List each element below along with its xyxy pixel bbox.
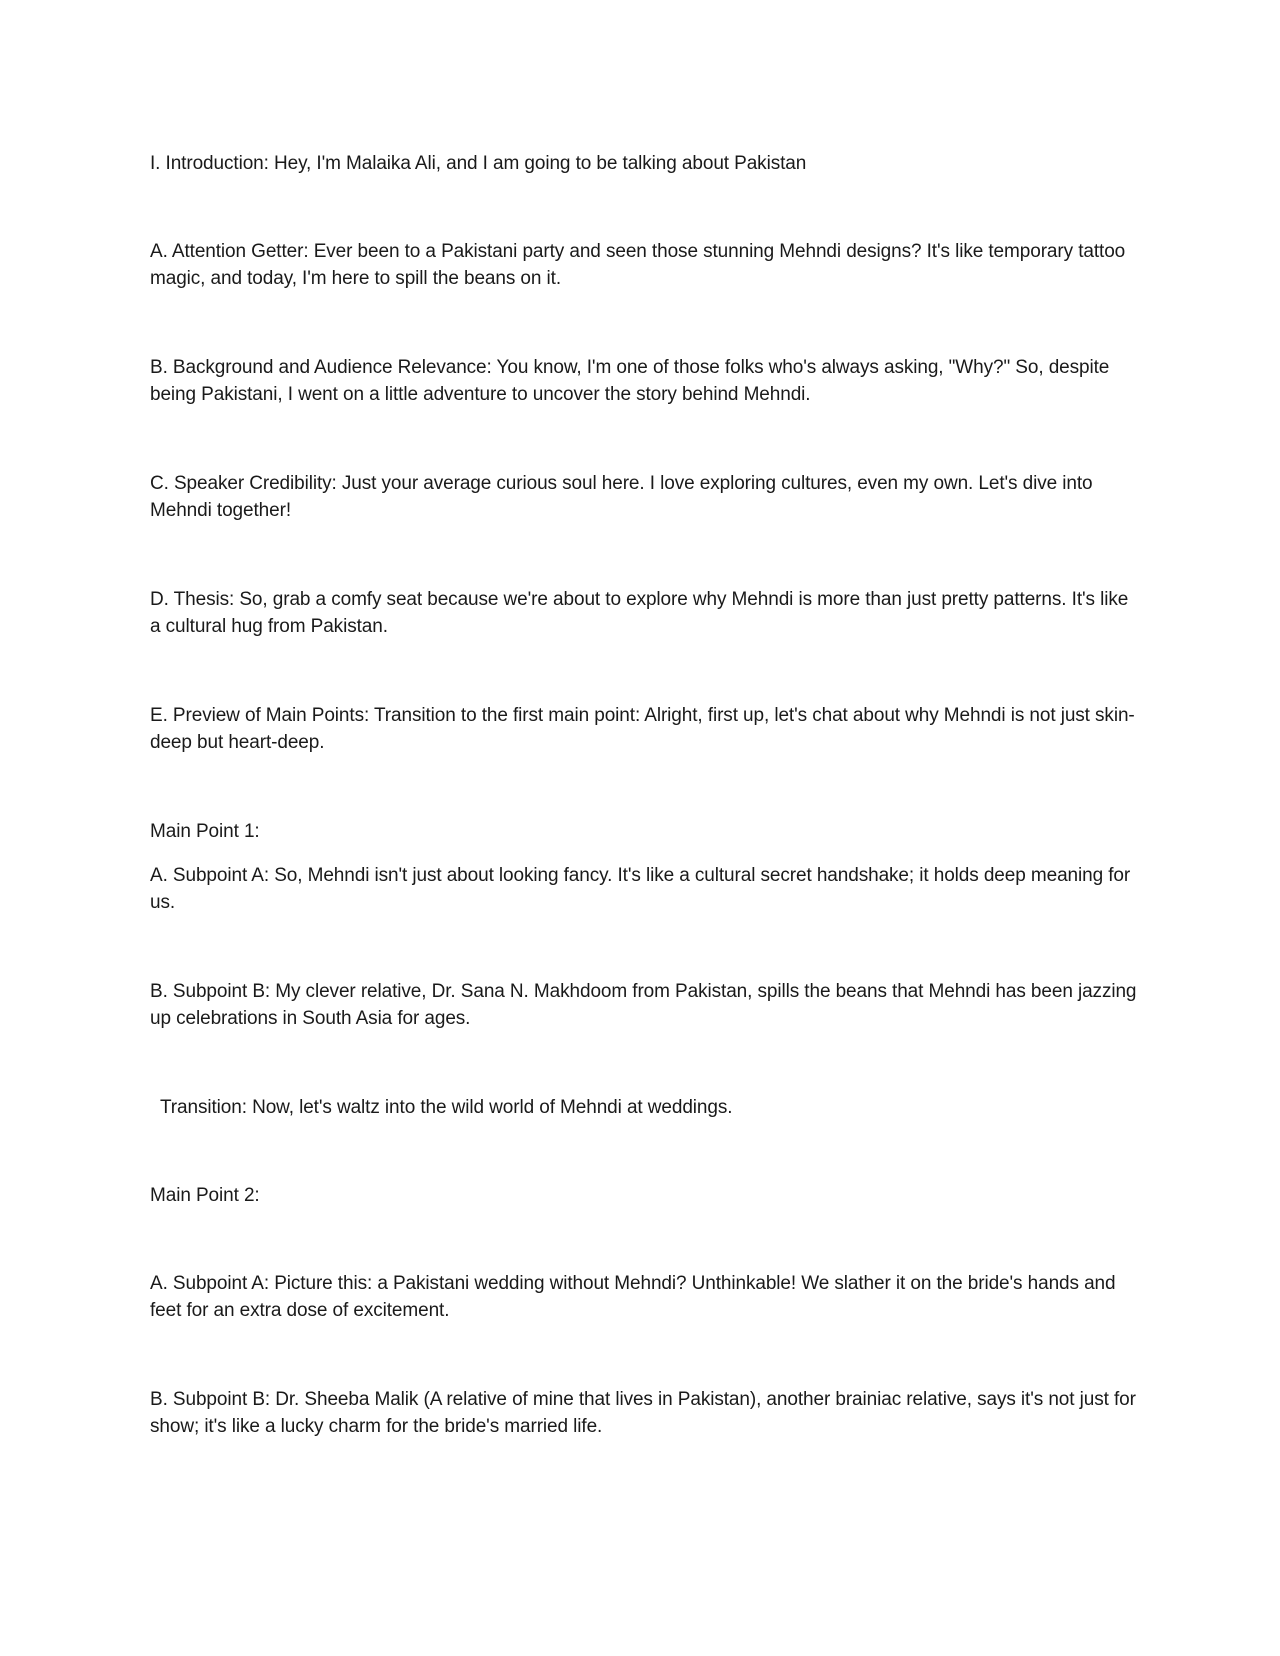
main-point-1-heading: Main Point 1:	[150, 821, 260, 842]
main-point-2-heading: Main Point 2:	[150, 1185, 260, 1206]
preview-main-points: E. Preview of Main Points: Transition to the first main point: Alright, first up, let's chat about why Mehndi is not just skin-deep but heart-deep.	[150, 705, 1135, 753]
transition-to-weddings: Transition: Now, let's waltz into the wild world of Mehndi at weddings.	[160, 1097, 733, 1118]
introduction-heading: I. Introduction: Hey, I'm Malaika Ali, and I am going to be talking about Pakistan	[150, 153, 807, 174]
main-point-2-subpoint-a: A. Subpoint A: Picture this: a Pakistani wedding without Mehndi? Unthinkable! We slather it on the bride's hands and feet for an extra dose of excitement.	[150, 1273, 1116, 1321]
background-relevance: B. Background and Audience Relevance: You know, I'm one of those folks who's always asking, "Why?" So, despite being Pakistani, I went on a little adventure to uncover the story behind Mehndi.	[150, 357, 1110, 405]
attention-getter: A. Attention Getter: Ever been to a Pakistani party and seen those stunning Mehndi designs? It's like temporary tattoo magic, and today, I'm here to spill the beans on it.	[150, 241, 1126, 289]
main-point-1-subpoint-a: A. Subpoint A: So, Mehndi isn't just about looking fancy. It's like a cultural secret handshake; it holds deep meaning for us.	[150, 865, 1131, 913]
main-point-1-subpoint-b: B. Subpoint B: My clever relative, Dr. Sana N. Makhdoom from Pakistan, spills the beans that Mehndi has been jazzing up celebrations in South Asia for ages.	[150, 981, 1137, 1029]
main-point-2-subpoint-b: B. Subpoint B: Dr. Sheeba Malik (A relative of mine that lives in Pakistan), another brainiac relative, says it's not just for show; it's like a lucky charm for the bride's married life.	[150, 1389, 1136, 1437]
thesis: D. Thesis: So, grab a comfy seat because we're about to explore why Mehndi is more than just pretty patterns. It's like a cultural hug from Pakistan.	[150, 589, 1129, 637]
speaker-credibility: C. Speaker Credibility: Just your average curious soul here. I love exploring cultures, even my own. Let's dive into Mehndi together!	[150, 473, 1093, 521]
